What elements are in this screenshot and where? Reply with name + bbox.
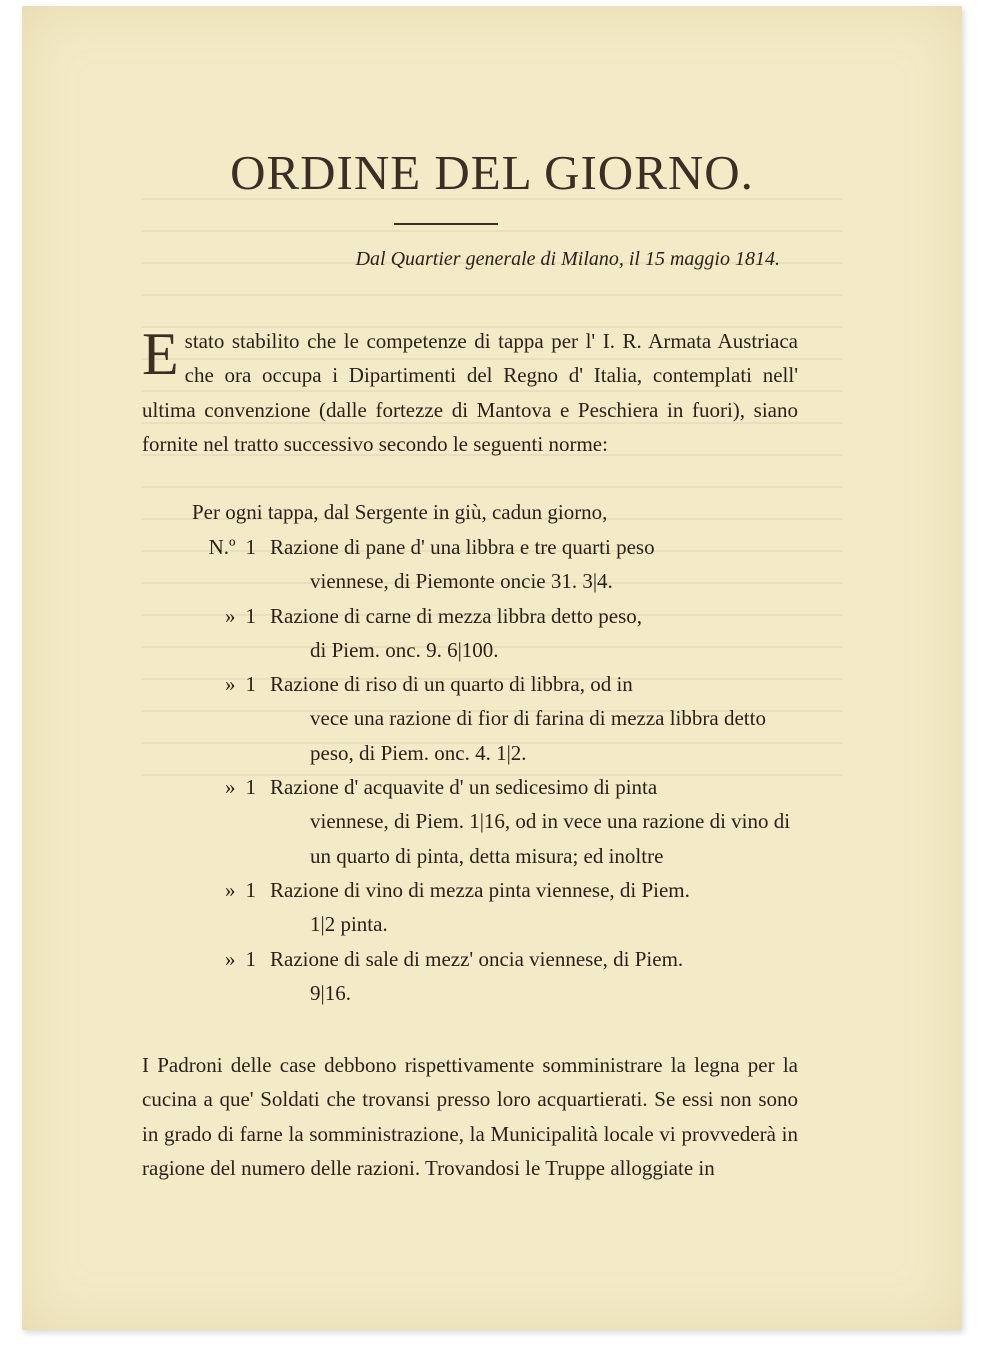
ration-item [172, 599, 802, 668]
item-rest: 9|16. [310, 980, 351, 1005]
page-title: ORDINE DEL GIORNO. [230, 145, 754, 200]
intro-text: stato stabilito che le competenze di tappa per l' I. R. Armata Austriaca che ora occupa i Dipartimenti del Regno d' Italia, contemplati nell' ultima convenzione (dalle fortezze di Mantova e Peschiera in fuori), siano fornite nel tratto successivo secondo le seguenti norme: [142, 329, 798, 456]
per-ogni-line: Per ogni tappa, dal Sergente in giù, cadun giorno, [192, 500, 608, 524]
item-first-line: Razione di carne di mezza libbra detto peso, [270, 603, 643, 628]
item-first-line: Razione d' acquavite d' un sedicesimo di pinta [270, 775, 658, 800]
intro-paragraph [142, 321, 798, 461]
ration-item [172, 873, 802, 942]
item-marker: » 1 [225, 946, 256, 971]
ration-item [172, 942, 802, 1011]
item-marker: » 1 [225, 603, 256, 628]
item-first-line: Razione di sale di mezz' oncia viennese, di Piem. [270, 946, 684, 971]
item-rest: di Piem. onc. 9. 6|100. [310, 637, 499, 662]
item-marker: » 1 [225, 775, 256, 800]
ration-item [172, 530, 802, 599]
ration-list [172, 530, 802, 1010]
item-rest: 1|2 pinta. [310, 912, 388, 937]
item-first-line: Razione di pane d' una libbra e tre quarti peso [270, 535, 655, 559]
drop-cap: E [142, 321, 179, 387]
document-page [22, 6, 962, 1330]
ration-item [172, 667, 802, 770]
item-rest: viennese, di Piem. 1|16, od in vece una razione di vino di un quarto di pinta, detta misura; ed inoltre [310, 809, 791, 868]
ration-item [172, 770, 802, 873]
closing-paragraph: I Padroni delle case debbono rispettivamente somministrare la legna per la cucina a que' Soldati che trovansi presso loro acquartierati. Se essi non sono in grado di farne la somministrazione, la Municipalità locale vi provvederà in ragione del numero delle razioni. Trovandosi le Truppe alloggiate in [142, 1053, 798, 1180]
item-rest: vece una razione di fior di farina di mezza libbra detto peso, di Piem. onc. 4. 1|2. [310, 706, 766, 765]
item-marker: » 1 [225, 877, 256, 902]
item-marker: » 1 [225, 672, 256, 697]
dateline: Dal Quartier generale di Milano, il 15 maggio 1814. [355, 248, 780, 270]
item-rest: viennese, di Piemonte oncie 31. 3|4. [310, 569, 613, 594]
item-marker: N.º 1 [208, 535, 256, 559]
title-rule [394, 223, 498, 225]
item-first-line: Razione di vino di mezza pinta viennese, di Piem. [270, 877, 690, 902]
item-first-line: Razione di riso di un quarto di libbra, od in [270, 672, 633, 697]
